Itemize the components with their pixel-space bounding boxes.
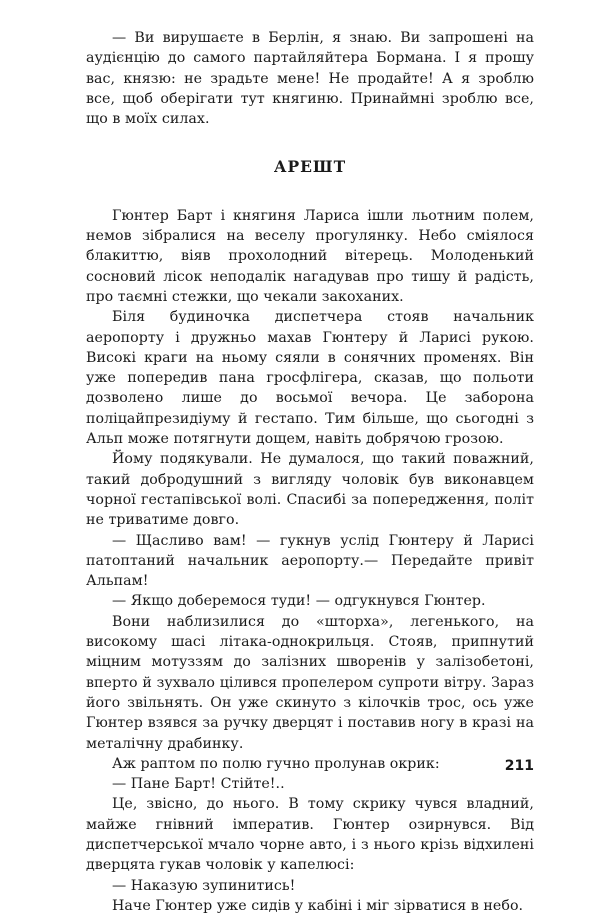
paragraph: Біля будиночка диспетчера стояв начальник аеропорту і дружньо махав Гюнтеру й Ларисі рукою. Високі краги на ньому сяяли в сонячних променях. Він уже попередив пана гросфлігера, сказав, що польоти дозволено лише до восьмої вечора. Це заборона поліцайпрезидіуму й гестапо. Тим більше, що сьогодні з Альп може потягнути дощем, навіть добрячою грозою. bbox=[86, 309, 534, 448]
body-text bbox=[86, 28, 534, 916]
paragraph: Йому подякували. Не думалося, що такий поважний, такий добродушний з вигляду чоловік був виконавцем чорної гестапівської волі. Спасибі за попередження, політ не триватиме довго. bbox=[86, 451, 534, 529]
paragraph: — Пане Барт! Стійте!.. bbox=[112, 776, 285, 793]
paragraph: — Якщо доберемося туди! — одгукнувся Гюнтер. bbox=[112, 593, 486, 610]
paragraph: Гюнтер Барт і княгиня Лариса ішли льотним полем, немов зібралися на веселу прогулянку. Небо сміялося блакиттю, віяв прохолодний вітерець. Молоденький сосновий лісок неподалік нагадував про тишу й радість, про таємні стежки, що чекали закоханих. bbox=[86, 207, 534, 305]
page-content bbox=[86, 28, 534, 916]
paragraph: Вони наблизилися до «шторха», легенького, на високому шасі літака-однокрильця. Стояв, припнутий міцним мотуззям до залізних шворенів у залізобетоні, вперто й зухвало цілився пропелером супроти вітру. Зараз його звільнять. Он уже скинуто з кілочків трос, ось уже Гюнтер взявся за ручку дверцят і поставив ногу в кразі на металічну драбинку. bbox=[86, 613, 534, 752]
paragraph: Це, звісно, до нього. В тому скрику чувся владний, майже гнівний імператив. Гюнтер озирнувся. Від диспетчерської мчало чорне авто, і з нього крізь відхилені дверцята гукав чоловік у капелюсі: bbox=[86, 796, 534, 874]
page-number: 211 bbox=[504, 758, 534, 774]
paragraph: — Наказую зупинитись! bbox=[112, 877, 296, 894]
top-paragraph: — Ви вирушаєте в Берлін, я знаю. Ви запрошені на аудієнцію до самого партайляйтера Бормана. І я прошу вас, князю: не зрадьте мене! Не продайте! А я зроблю все, щоб оберігати тут княгиню. Принаймні зроблю все, що в моїх силах. bbox=[86, 30, 534, 128]
paragraph: Наче Гюнтер уже сидів у кабіні і міг зірватися в небо. bbox=[112, 897, 524, 914]
paragraph: — Щасливо вам! — гукнув услід Гюнтеру й Ларисі патоптаний начальник аеропорту.— Передайте привіт Альпам! bbox=[86, 532, 534, 590]
chapter-heading: АРЕШТ bbox=[273, 157, 347, 177]
paragraph: Аж раптом по полю гучно пролунав окрик: bbox=[112, 755, 440, 772]
